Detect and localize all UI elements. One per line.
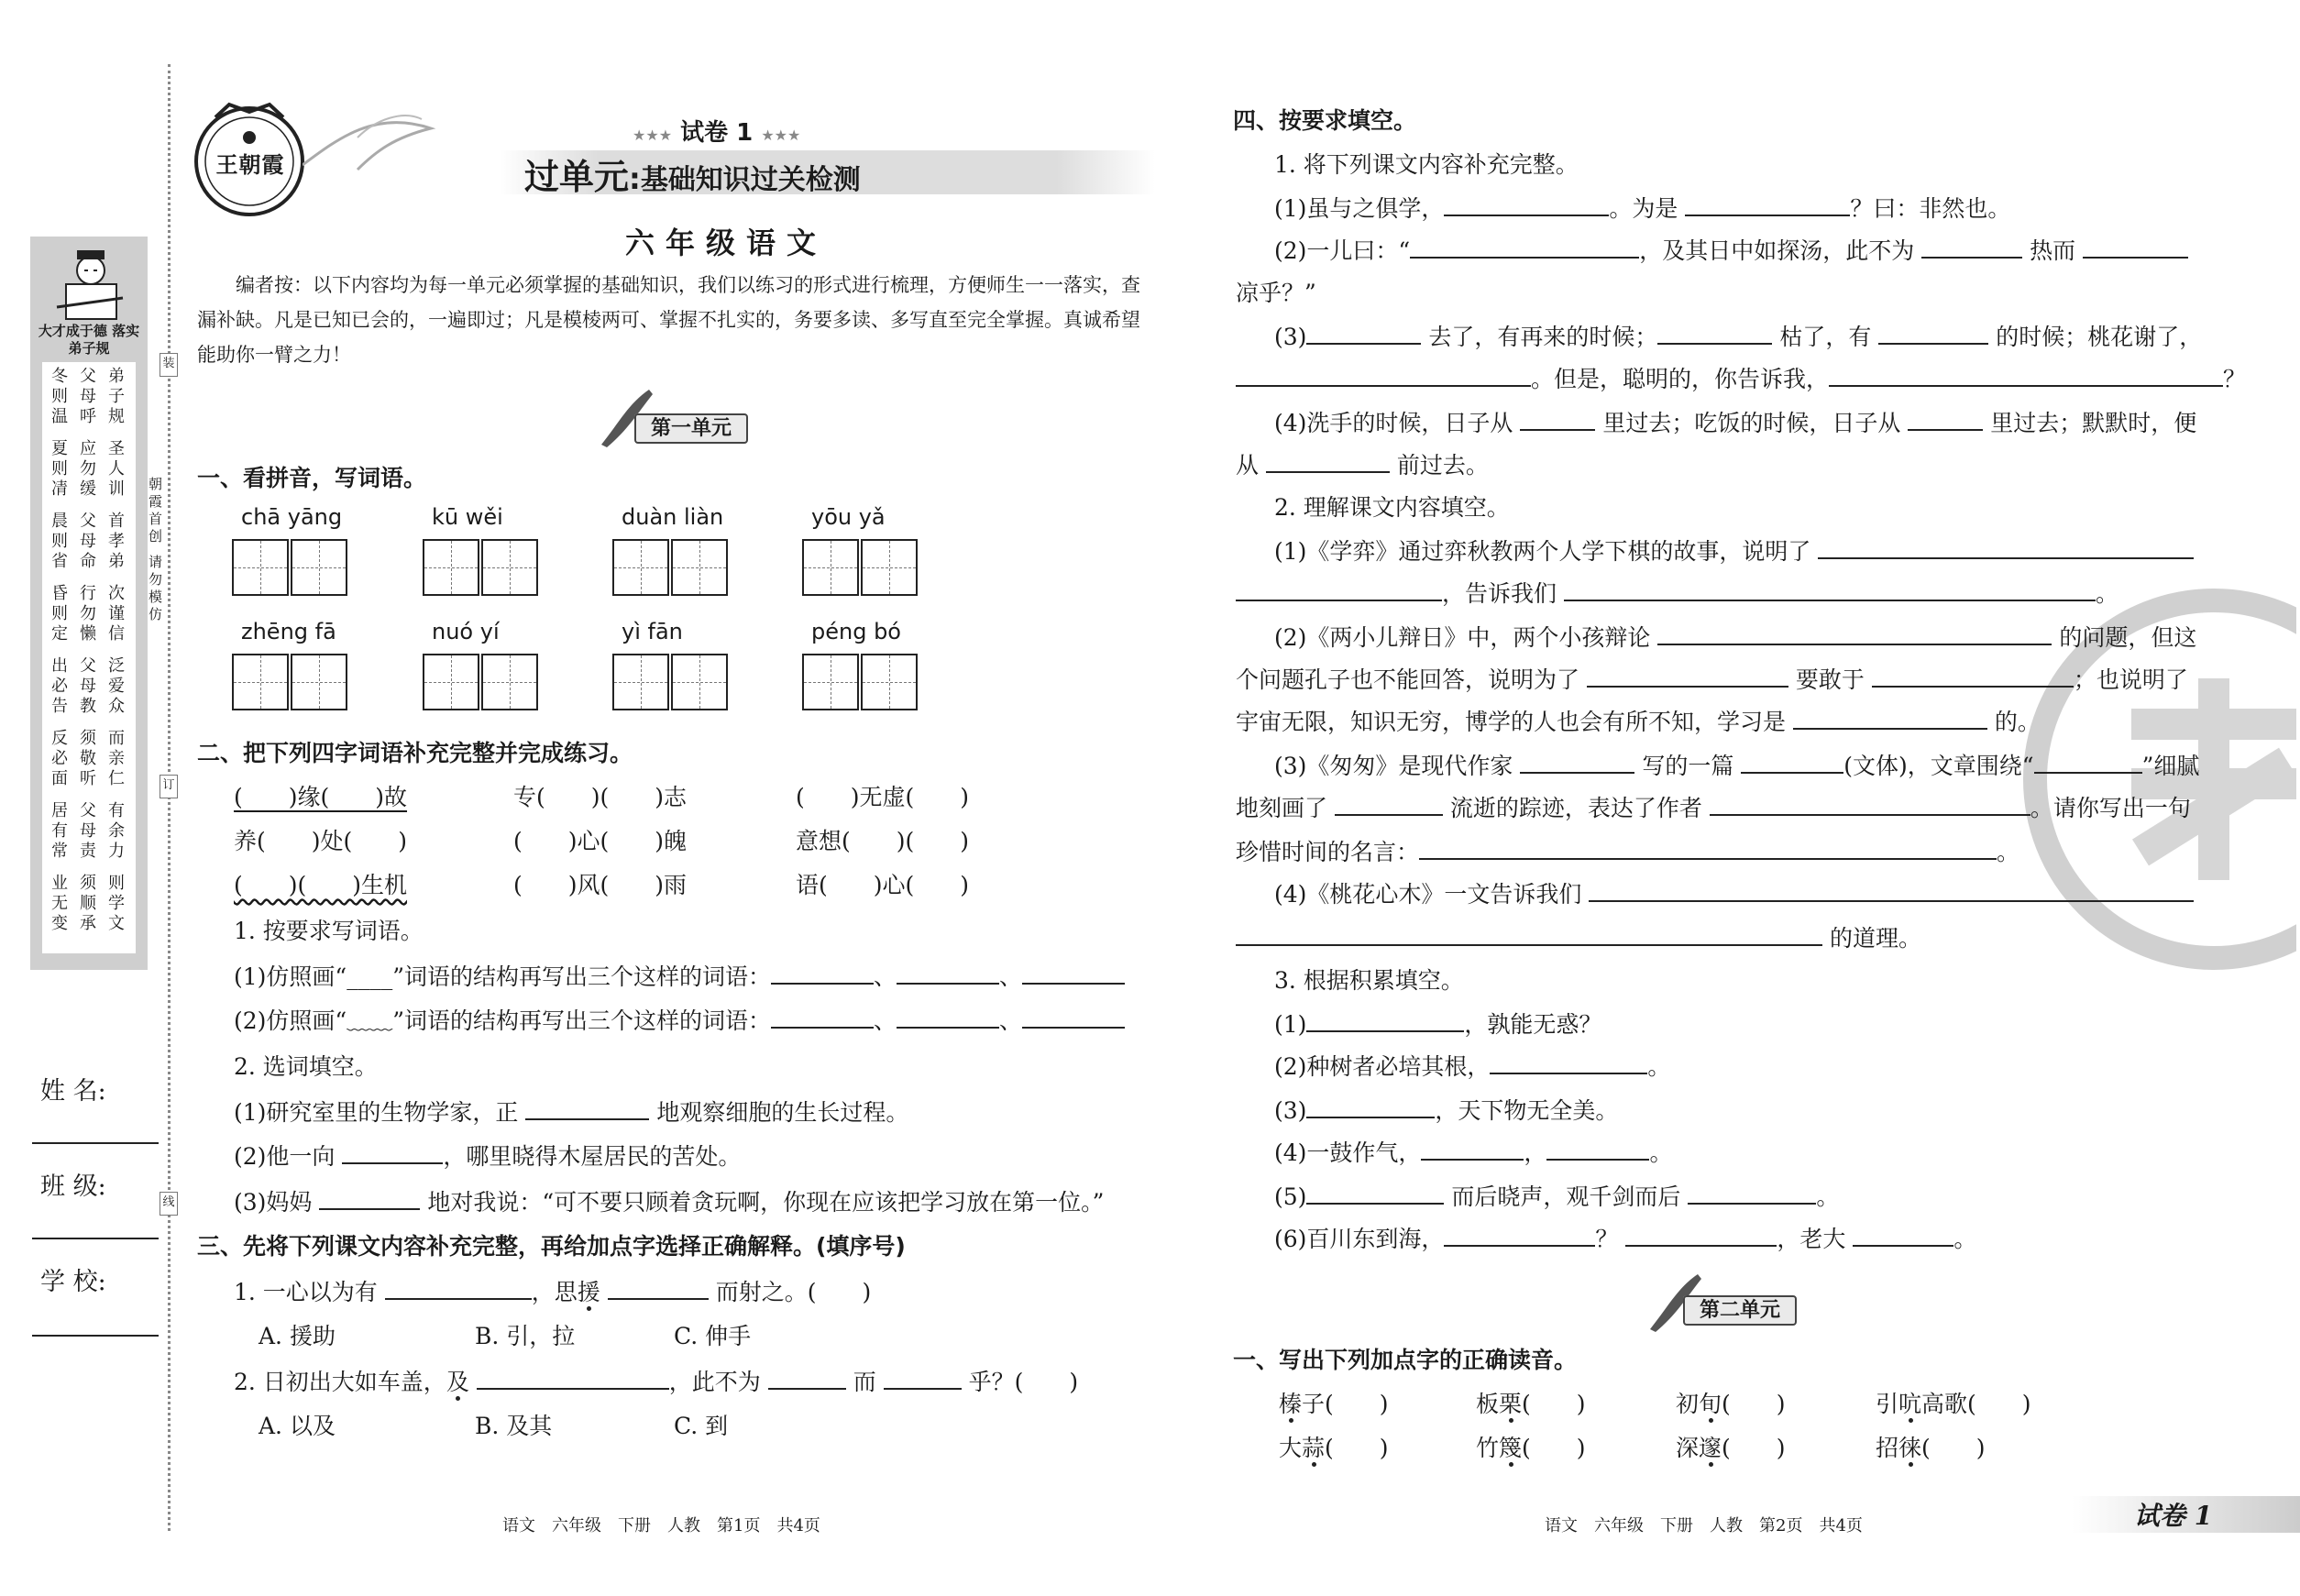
footer-left: 语文 六年级 下册 人教 第1页 共4页 [502,1516,820,1535]
dotted-char: 旬 [1699,1391,1722,1417]
quote-column: 晨则省 [49,512,68,572]
writing-cell[interactable] [291,539,347,596]
s3-title: 3. 根据积累填空。 [1274,967,1464,994]
quote-column: 首孝弟 [105,512,125,572]
q3-title: 三、先将下列课文内容补充完整，再给加点字选择正确解释。(填序号) [197,1233,906,1260]
s1-item4-cont: 从 前过去。 [1236,452,1489,479]
pinyin-label: péng bó [811,619,901,644]
writing-cell[interactable] [612,654,669,710]
q2-sub2: 2. 选词填空。 [234,1053,378,1080]
quote-column: 泛爱众 [105,656,125,717]
writing-cell[interactable] [232,539,289,596]
binding-marker-2: 订 [160,775,178,798]
q2-sub1-a: (1)仿照画“____”词语的结构再写出三个这样的词语： 、 、 [234,955,1125,998]
pinyin-label: zhēng fā [241,619,336,644]
school-label: 学 校: [40,1268,106,1296]
pinyin-label: chā yāng [241,504,343,530]
dotted-char: 栗 [1499,1391,1523,1417]
s3-item1: (1) ，孰能无惑？ [1274,1011,1602,1038]
editor-note: 编者按：以下内容均为每一单元必须掌握的基础知识，我们以练习的形式进行梳理，方便师生一一落实，查漏补缺。凡是已知已会的，一遍即过；凡是模棱两可、掌握不扎实的，务要多读、多写直至完全掌握。真诚希望能助你一臂之力！ [197,274,1140,366]
pinyin-label: yōu yǎ [811,504,886,530]
s3-item4: (4)一鼓作气， ， 。 [1274,1139,1673,1166]
scholar-figure-icon [48,243,132,325]
idiom-blank[interactable]: ( )心( )魄 [513,828,688,854]
s1-item1: (1)虽与之俱学， 。为是 ？曰：非然也。 [1274,195,2011,222]
school-field[interactable] [32,1335,159,1337]
quote-column: 应勿缓 [77,439,96,500]
idiom-blank[interactable]: 语( )心( ) [796,872,970,898]
writing-cell[interactable] [802,654,859,710]
q2-sub2-2: (2)他一向 ，哪里晓得木屋居民的苦处。 [234,1143,742,1170]
quote-column: 而亲仁 [105,729,125,789]
s3-item6: (6)百川东到海， ？ ，老大 。 [1274,1226,1977,1252]
s2-item3-cont2: 珍惜时间的名言： 。 [1236,839,2020,865]
idiom-blank[interactable]: 专( )( )志 [513,784,688,810]
s1-item3: (3) 去了，有再来的时候； 枯了，有 的时候；桃花谢了， [1274,324,2203,350]
star-icon: ★★★ [633,127,673,144]
q3-opt2a: A. 以及 [259,1413,336,1439]
s3-item2: (2)种树者必培其根， 。 [1274,1053,1671,1080]
unit1-banner: 第一单元 [634,413,748,441]
class-field[interactable] [32,1238,159,1239]
quote-column: 冬则温 [49,367,68,427]
writing-cell[interactable] [861,539,918,596]
reading-item[interactable]: 引吭高歌( ) [1876,1391,2031,1417]
writing-cell[interactable] [671,539,728,596]
q3-item2: 2. 日初出大如车盖，及 ，此不为 而 乎？( ) [234,1369,1079,1395]
writing-cell[interactable] [291,654,347,710]
s1-item4: (4)洗手的时候，日子从 里过去；吃饭的时候，日子从 里过去；默默时，便 [1274,410,2197,436]
q3-opt2c: C. 到 [674,1413,729,1439]
q3-opt1b: B. 引，拉 [475,1323,576,1349]
quote-column: 须顺承 [77,874,96,934]
q2-sub2-1: (1)研究室里的生物学家，正 地观察细胞的生长过程。 [234,1099,909,1126]
binding-marker-1: 装 [160,353,178,377]
reading-item[interactable]: 大蒜( ) [1279,1435,1389,1461]
s2-item2-cont: 个问题孔子也不能回答，说明为了 要敢于 ；也说明了 [1236,666,2188,693]
quote-column: 弟子规 [105,367,125,427]
reading-item[interactable]: 深邃( ) [1676,1435,1786,1461]
quote-column: 有余力 [105,801,125,862]
s2-item4-cont: 的道理。 [1236,917,1921,960]
q3-opt1c: C. 伸手 [674,1323,752,1349]
idiom-blank[interactable]: ( )无虚( ) [796,784,970,810]
unit2-banner: 第二单元 [1683,1294,1797,1323]
s1-item3-cont: 。但是，聪明的，你告诉我， ？ [1236,358,2246,401]
ribbon-decoration-icon [303,101,440,183]
dotted-char: 援 [577,1279,600,1305]
s2-item2-cont2: 宇宙无限，知识无穷，博学的人也会有所不知，学习是 的。 [1236,709,2041,735]
idiom-blank[interactable]: 养( )处( ) [234,828,408,854]
q3-item1: 1. 一心以为有 ，思援 而射之。( ) [234,1279,872,1305]
name-field[interactable] [32,1142,159,1144]
s2-item1-cont: ，告诉我们 。 [1236,572,2118,615]
class-label: 班 级: [40,1172,106,1201]
quote-column: 行勿懒 [77,584,96,644]
dotted-char: 榛 [1279,1391,1303,1417]
u2-q1-title: 一、写出下列加点字的正确读音。 [1233,1347,1578,1373]
reading-item[interactable]: 初旬( ) [1676,1391,1786,1417]
s2-title: 2. 理解课文内容填空。 [1274,494,1510,521]
brand-logo-text: 王朝霞 [215,151,285,178]
s2-item2: (2)《两小儿辩日》中，两个小孩辩论 的问题，但这 [1274,624,2197,651]
pinyin-label: duàn liàn [622,504,724,530]
s1-item2-cont: 凉乎？” [1236,280,1316,306]
quote-column: 须敬听 [77,729,96,789]
writing-cell[interactable] [423,539,479,596]
dotted-char: 邃 [1699,1435,1722,1461]
quote-column: 父母呼 [77,367,96,427]
writing-cell[interactable] [481,539,538,596]
dotted-char: 及 [446,1369,469,1395]
seal-vertical-text: 朝霞首创 请勿模仿 [147,477,163,624]
corner-exam-tag: 试卷 1 [2134,1501,2213,1531]
q3-opt2b: B. 及其 [475,1413,553,1439]
pinyin-label: yì fān [622,619,683,644]
s2-item3-cont: 地刻画了 流逝的踪迹，表达了作者 。请你写出一句 [1236,795,2191,821]
idiom-blank[interactable]: ( )缘( )故 [234,784,408,810]
s3-item5: (5) 而后晓声，观千剑而后 。 [1274,1183,1840,1210]
s2-item4: (4)《桃花心木》一文告诉我们 [1274,873,2194,916]
writing-cell[interactable] [612,539,669,596]
s1-title: 1. 将下列课文内容补充完整。 [1274,151,1579,178]
dotted-char: 蒜 [1302,1435,1326,1461]
dotted-char: 徕 [1898,1435,1922,1461]
footer-right: 语文 六年级 下册 人教 第2页 共4页 [1545,1516,1863,1535]
reading-item[interactable]: 榛子( ) [1279,1391,1389,1417]
writing-cell[interactable] [232,654,289,710]
binding-marker-3: 线 [160,1192,178,1216]
quote-column: 夏则凊 [49,439,68,500]
q4-title: 四、按要求填空。 [1233,107,1417,134]
s2-item3: (3)《匆匆》是现代作家 写的一篇 (文体)，文章围绕“ ”细腻 [1274,753,2200,779]
quote-column: 出必告 [49,656,68,717]
dotted-char: 篾 [1499,1435,1523,1461]
exam-tag: ★★★ 试卷 1 ★★★ [633,119,801,147]
q2-sub1-b: (2)仿照画“﹏﹏”词语的结构再写出三个这样的词语： 、 、 [234,999,1125,1042]
quote-column: 父母命 [77,512,96,572]
quote-column: 父母教 [77,656,96,717]
dotted-char: 吭 [1898,1391,1922,1417]
s1-item2: (2)一儿曰：“ ，及其日中如探汤，此不为 热而 [1274,229,2188,272]
writing-cell[interactable] [481,654,538,710]
motto: 大才成于德 落实弟子规 [38,323,140,357]
reading-item[interactable]: 板栗( ) [1476,1391,1586,1417]
grade-subject: 六年级语文 [625,226,828,260]
writing-cell[interactable] [802,539,859,596]
quote-column: 居有常 [49,801,68,862]
q2-title: 二、把下列四字词语补充完整并完成练习。 [197,740,633,766]
quote-column: 昏则定 [49,584,68,644]
pinyin-label: nuó yí [432,619,500,644]
quote-column: 则学文 [105,874,125,934]
q3-opt1a: A. 援助 [259,1323,336,1349]
quote-column: 父母责 [77,801,96,862]
pinyin-label: kū wěi [432,504,503,530]
writing-cell[interactable] [861,654,918,710]
idiom-blank[interactable]: ( )( )生机 [234,872,408,898]
idiom-blank[interactable]: 意想( )( ) [796,828,970,854]
reading-item[interactable]: 竹篾( ) [1476,1435,1586,1461]
di-zi-gui-quote [46,367,134,949]
writing-cell[interactable] [671,654,728,710]
name-label: 姓 名: [40,1077,106,1106]
quote-column: 反必面 [49,729,68,789]
q2-sub2-3: (3)妈妈 地对我说：“可不要只顾着贪玩啊，你现在应该把学习放在第一位。” [234,1189,1105,1216]
s2-item1: (1)《学弈》通过弈秋教两个人学下棋的故事，说明了 [1274,530,2194,573]
q1-title: 一、看拼音，写词语。 [197,465,427,491]
star-icon: ★★★ [761,127,801,144]
quote-column: 次谨信 [105,584,125,644]
reading-item[interactable]: 招徕( ) [1876,1435,1986,1461]
s3-item3: (3) ，天下物无全美。 [1274,1097,1619,1124]
idiom-blank[interactable]: ( )风( )雨 [513,872,688,898]
quote-column: 圣人训 [105,439,125,500]
page-title: 过单元:基础知识过关检测 [524,157,861,197]
quote-column: 业无变 [49,874,68,934]
writing-cell[interactable] [423,654,479,710]
q2-sub1: 1. 按要求写词语。 [234,918,424,944]
